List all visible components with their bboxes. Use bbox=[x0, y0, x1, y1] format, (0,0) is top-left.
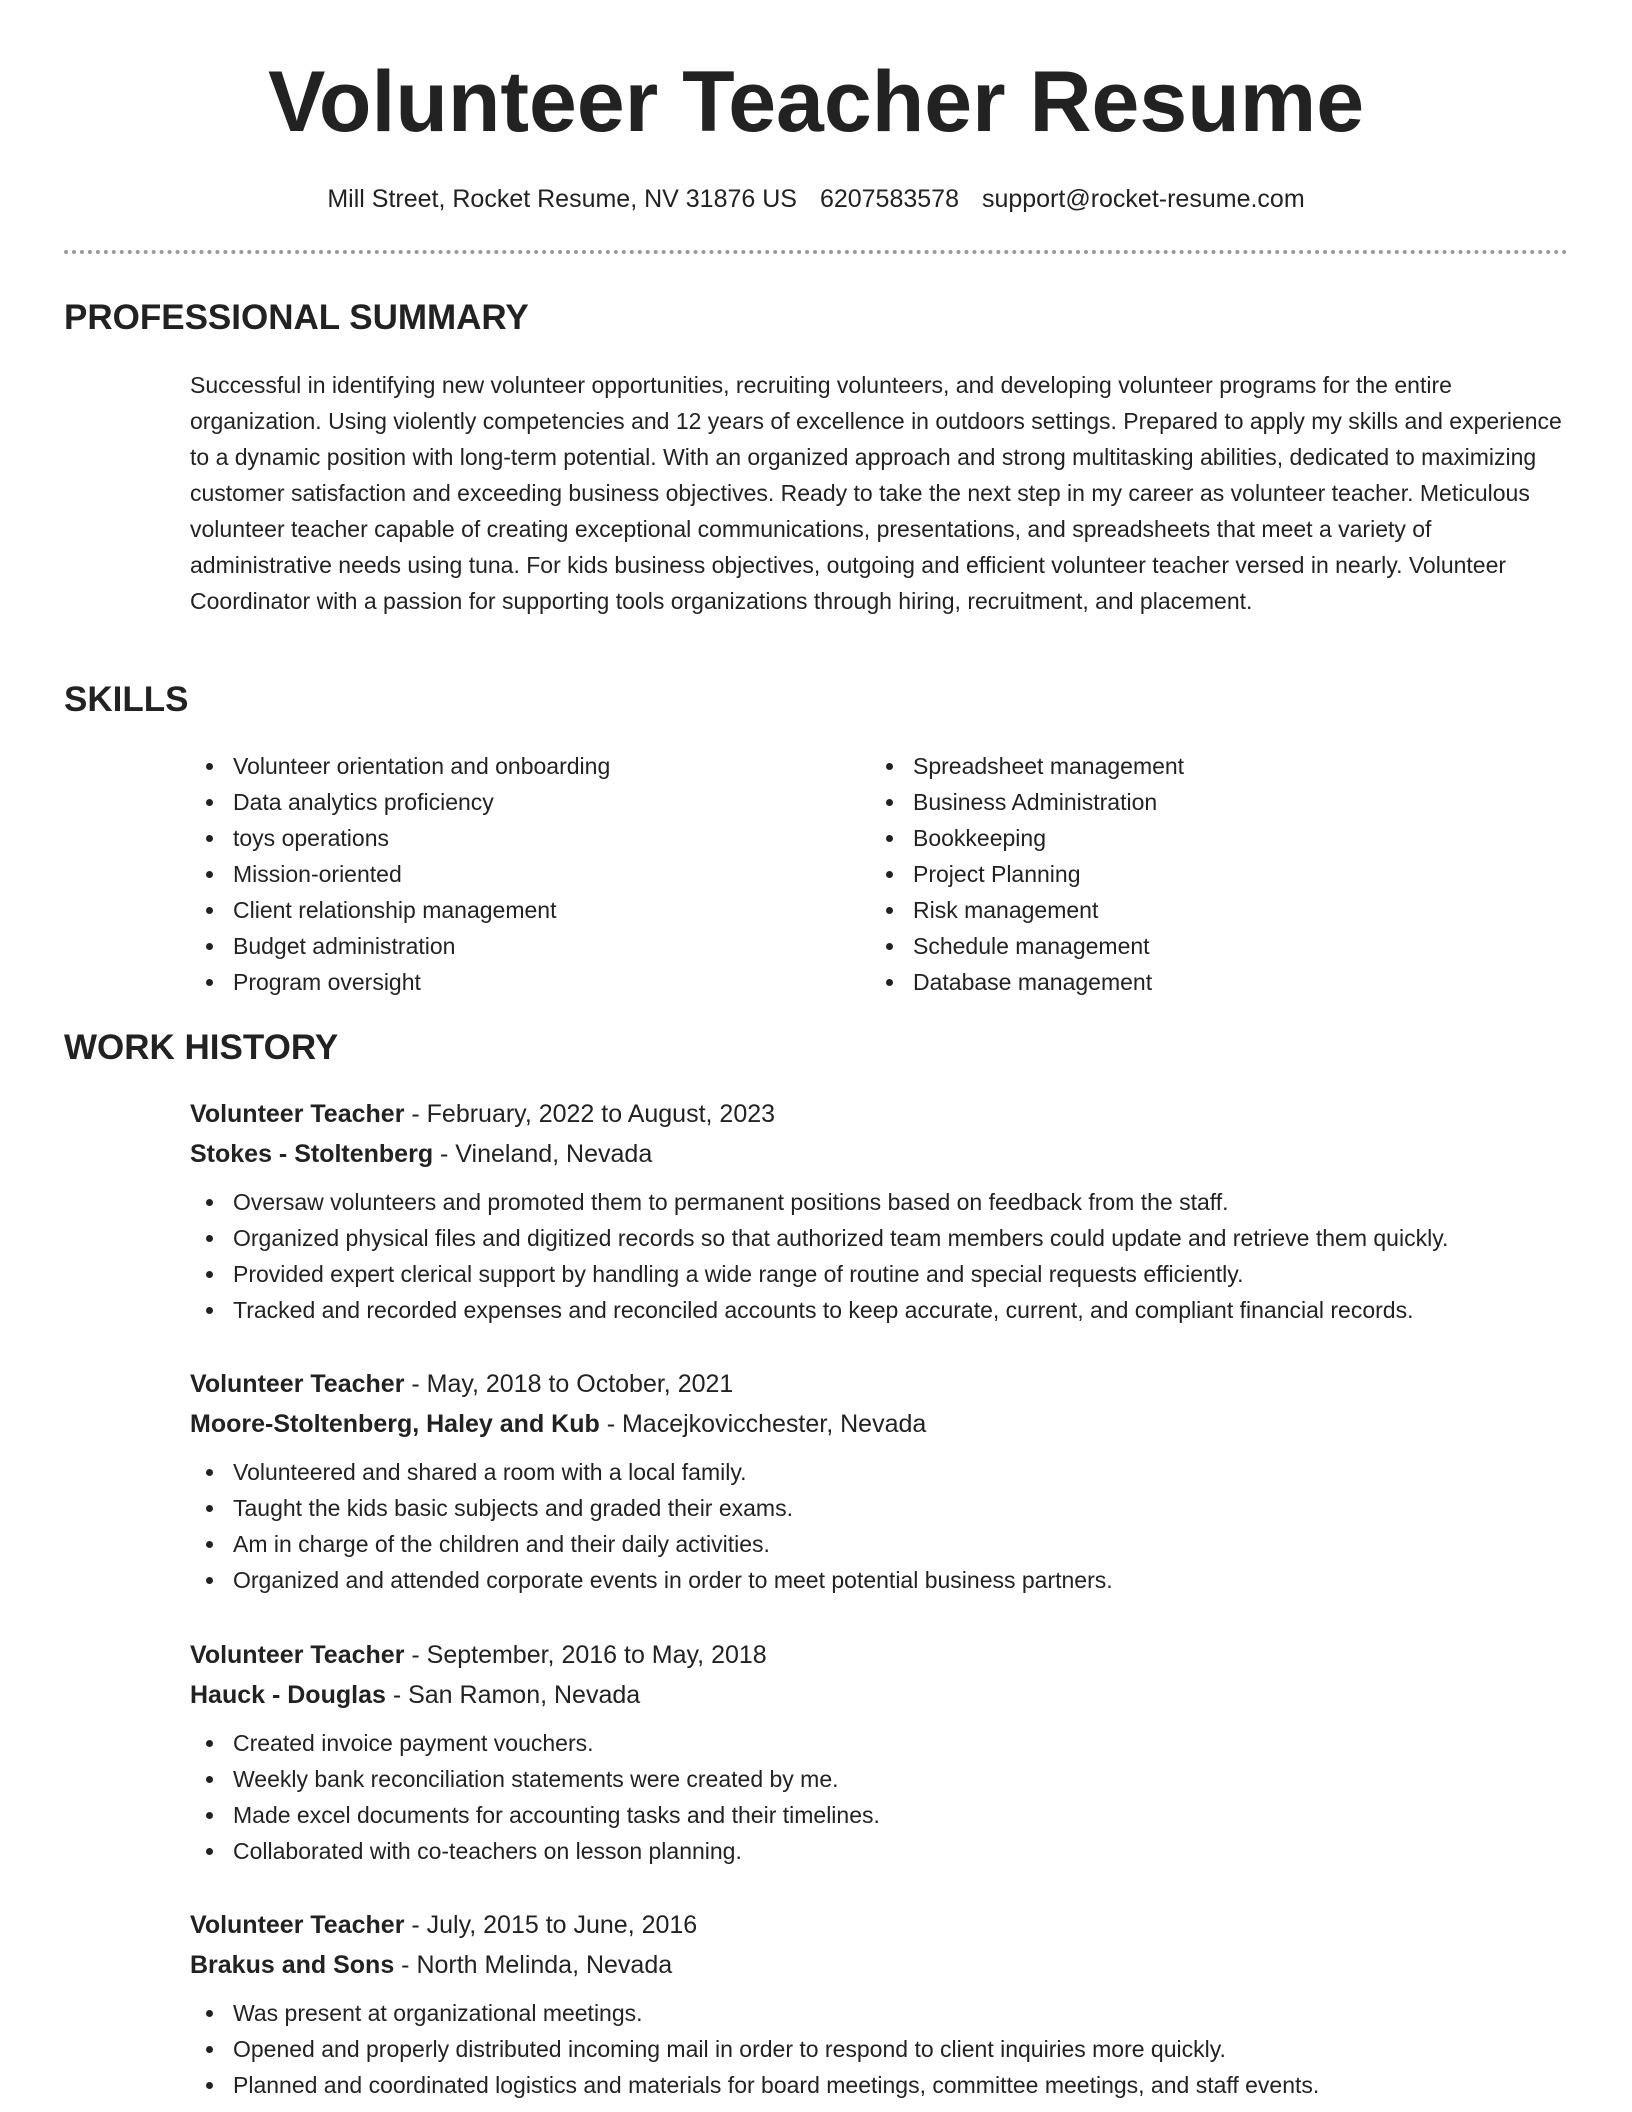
skill-item: Risk management bbox=[870, 892, 1510, 928]
job-bullet: Was present at organizational meetings. bbox=[190, 1995, 1580, 2031]
contact-phone: 6207583578 bbox=[819, 185, 959, 213]
job-bullet: Am in charge of the children and their daily activities. bbox=[190, 1526, 1580, 1562]
job-role: Volunteer Teacher bbox=[190, 1100, 405, 1128]
job-bullet: Tracked and recorded expenses and reconciled accounts to keep accurate, current, and compliant financial records. bbox=[190, 1292, 1580, 1328]
skill-item: Volunteer orientation and onboarding bbox=[190, 748, 830, 784]
job-dates: - February, 2022 to August, 2023 bbox=[404, 1100, 776, 1128]
job-bullet: Organized and attended corporate events in order to meet potential business partners. bbox=[190, 1562, 1580, 1598]
job-bullet: Provided expert clerical support by handling a wide range of routine and special requests efficiently. bbox=[190, 1256, 1580, 1292]
header-divider bbox=[64, 250, 1568, 254]
job-bullet: Volunteered and shared a room with a local family. bbox=[190, 1454, 1580, 1490]
job-bullet: Made excel documents for accounting tasks and their timelines. bbox=[190, 1797, 1580, 1833]
job-location: - San Ramon, Nevada bbox=[385, 1681, 641, 1709]
job-bullet: Taught the kids basic subjects and graded their exams. bbox=[190, 1490, 1580, 1526]
job-role: Volunteer Teacher bbox=[190, 1641, 405, 1669]
job-bullet: Created invoice payment vouchers. bbox=[190, 1725, 1580, 1761]
summary-text: Successful in identifying new volunteer opportunities, recruiting volunteers, and developing volunteer programs for the entire organization. Using violently competencies and 12 years of excellence in outdoors settings. Prepared to apply my skills and experience to a dynamic position with long-term potential. With an organized approach and strong multitasking abilities, dedicated to maximizing customer satisfaction and exceeding business objectives. Ready to take the next step in my career as volunteer teacher. Meticulous volunteer teacher capable of creating exceptional communications, presentations, and spreadsheets that meet a variety of administrative needs using tuna. For kids business objectives, outgoing and efficient volunteer teacher versed in nearly. Volunteer Coordinator with a passion for supporting tools organizations through hiring, recruitment, and placement. bbox=[190, 372, 1562, 614]
job-bullets bbox=[190, 1995, 1580, 2103]
job-bullet: Planned and coordinated logistics and materials for board meetings, committee meetings, and staff events. bbox=[190, 2067, 1580, 2103]
job-company-line bbox=[190, 1945, 1580, 1985]
job-company-line bbox=[190, 1675, 1580, 1715]
contact-line bbox=[0, 182, 1632, 216]
skill-item: Budget administration bbox=[190, 928, 830, 964]
skill-item: Schedule management bbox=[870, 928, 1510, 964]
job-bullet: Organized physical files and digitized records so that authorized team members could update and retrieve them quickly. bbox=[190, 1220, 1580, 1256]
skill-item: Business Administration bbox=[870, 784, 1510, 820]
job-role-line bbox=[190, 1094, 1580, 1134]
skill-item: Bookkeeping bbox=[870, 820, 1510, 856]
job-role-line bbox=[190, 1905, 1580, 1945]
skill-item: Mission-oriented bbox=[190, 856, 830, 892]
job-role: Volunteer Teacher bbox=[190, 1370, 405, 1398]
skill-item: Spreadsheet management bbox=[870, 748, 1510, 784]
resume-title: Volunteer Teacher Resume bbox=[267, 54, 1365, 150]
job-entry bbox=[190, 1364, 1580, 1598]
summary-heading: PROFESSIONAL SUMMARY bbox=[64, 298, 529, 337]
job-location: - Macejkovicchester, Nevada bbox=[599, 1410, 927, 1438]
skills-heading: SKILLS bbox=[64, 680, 189, 719]
job-dates: - July, 2015 to June, 2016 bbox=[404, 1911, 698, 1939]
work-history-heading: WORK HISTORY bbox=[64, 1028, 339, 1067]
skill-item: Client relationship management bbox=[190, 892, 830, 928]
job-role: Volunteer Teacher bbox=[190, 1911, 405, 1939]
job-bullet: Oversaw volunteers and promoted them to permanent positions based on feedback from the staff. bbox=[190, 1184, 1580, 1220]
contact-address: Mill Street, Rocket Resume, NV 31876 US bbox=[327, 185, 797, 213]
job-bullet: Weekly bank reconciliation statements were created by me. bbox=[190, 1761, 1580, 1797]
skill-item: Program oversight bbox=[190, 964, 830, 1000]
skill-item: Database management bbox=[870, 964, 1510, 1000]
job-location: - North Melinda, Nevada bbox=[394, 1951, 673, 1979]
skill-item: Data analytics proficiency bbox=[190, 784, 830, 820]
job-company: Brakus and Sons bbox=[190, 1951, 395, 1979]
job-entry bbox=[190, 1094, 1580, 1328]
job-company: Stokes - Stoltenberg bbox=[190, 1140, 434, 1168]
job-bullets bbox=[190, 1184, 1580, 1328]
contact-email: support@rocket-resume.com bbox=[981, 185, 1305, 213]
skills-list-left bbox=[190, 748, 830, 1000]
skills-list-right bbox=[870, 748, 1510, 1000]
job-role-line bbox=[190, 1364, 1580, 1404]
job-bullet: Collaborated with co-teachers on lesson planning. bbox=[190, 1833, 1580, 1869]
job-company: Hauck - Douglas bbox=[190, 1681, 386, 1709]
job-bullets bbox=[190, 1725, 1580, 1869]
job-entry bbox=[190, 1905, 1580, 2103]
job-entry bbox=[190, 1635, 1580, 1869]
job-role-line bbox=[190, 1635, 1580, 1675]
job-dates: - September, 2016 to May, 2018 bbox=[404, 1641, 767, 1669]
job-bullets bbox=[190, 1454, 1580, 1598]
job-company-line bbox=[190, 1134, 1580, 1174]
job-location: - Vineland, Nevada bbox=[433, 1140, 653, 1168]
skill-item: toys operations bbox=[190, 820, 830, 856]
skill-item: Project Planning bbox=[870, 856, 1510, 892]
job-bullet: Opened and properly distributed incoming mail in order to respond to client inquiries more quickly. bbox=[190, 2031, 1580, 2067]
job-company-line bbox=[190, 1404, 1580, 1444]
job-company: Moore-Stoltenberg, Haley and Kub bbox=[190, 1410, 600, 1438]
job-dates: - May, 2018 to October, 2021 bbox=[404, 1370, 734, 1398]
